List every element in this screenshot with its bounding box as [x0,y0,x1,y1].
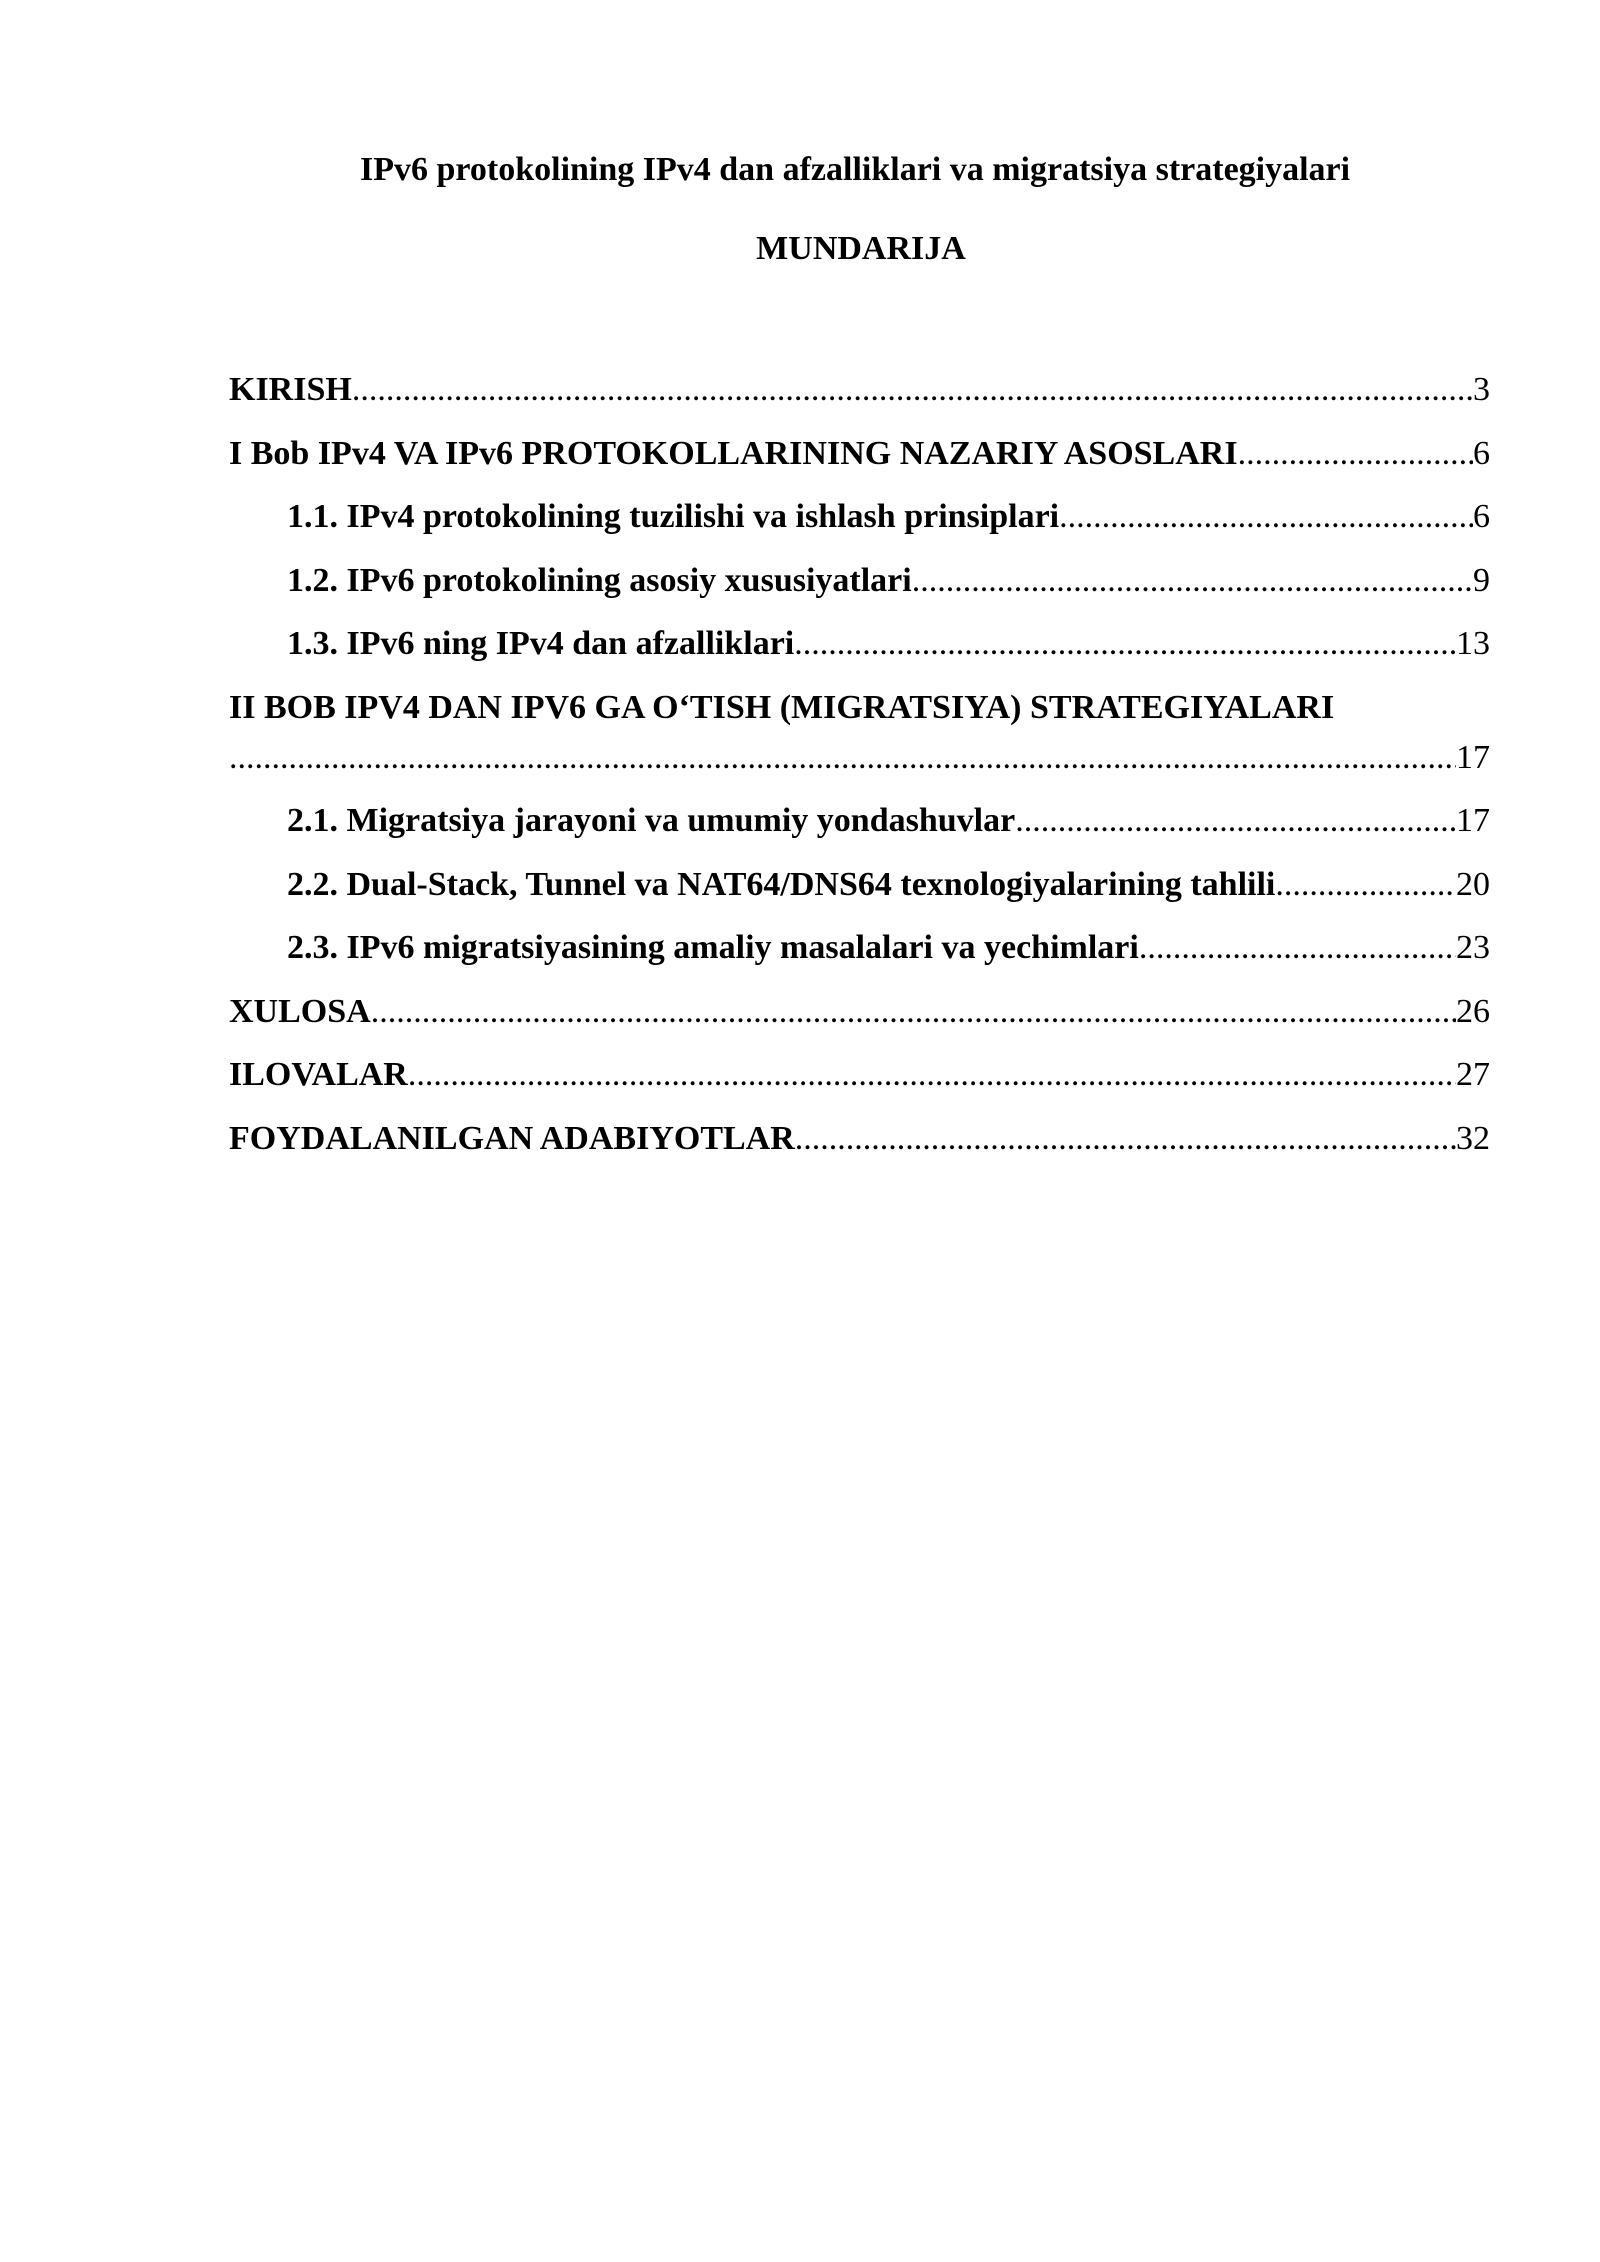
toc-entry-page: 27 [1456,1056,1490,1093]
toc-heading: MUNDARIJA [756,230,966,267]
toc-entry-label: 1.1. IPv4 protokolining tuzilishi va ishlash prinsiplari [287,498,1060,535]
toc-entry-page: 32 [1456,1119,1490,1157]
toc-entry-section-2-1[interactable] [229,801,1490,865]
table-of-contents [229,370,1490,1182]
toc-entry-page: 23 [1456,929,1490,966]
toc-dot-leader [912,561,1473,602]
toc-entry-page: 26 [1456,992,1490,1030]
toc-dot-leader [794,624,1456,665]
toc-dot-leader [795,1119,1456,1160]
document-title: IPv6 protokolining IPv4 dan afzalliklari va migratsiya strategiyalari [360,151,1351,188]
toc-entry-label: KIRISH [229,371,352,408]
toc-entry-page: 13 [1456,625,1490,662]
toc-entry-chapter-2[interactable] [229,688,1490,802]
toc-entry-introduction[interactable] [229,370,1490,434]
toc-entry-section-2-3[interactable] [229,928,1490,992]
toc-entry-page: 9 [1473,561,1490,599]
toc-entry-page: 6 [1473,498,1490,535]
toc-dot-leader [1238,434,1473,475]
toc-entry-label: 2.1. Migratsiya jarayoni va umumiy yondashuvlar [287,802,1016,839]
toc-entry-page: 20 [1456,865,1490,903]
toc-entry-appendices[interactable] [229,1055,1490,1119]
toc-entry-wrap-line [229,738,1490,802]
toc-entry-label: 1.2. IPv6 protokolining asosiy xususiyatlari [287,561,912,599]
toc-dot-leader [408,1055,1456,1096]
toc-entry-chapter-1[interactable] [229,434,1490,498]
toc-entry-section-1-1[interactable] [229,497,1490,561]
toc-entry-page: 3 [1473,371,1490,408]
toc-dot-leader [1275,865,1456,906]
toc-entry-page: 6 [1473,434,1490,472]
toc-entry-section-2-2[interactable] [229,865,1490,929]
toc-entry-label: II BOB IPV4 DAN IPV6 GA O‘TISH (MIGRATSIYA) STRATEGIYALARI [229,688,1335,726]
toc-dot-leader [1059,497,1473,538]
toc-entry-page: 17 [1456,802,1490,839]
toc-dot-leader [229,738,1456,779]
toc-dot-leader [1139,928,1456,969]
toc-entry-conclusion[interactable] [229,992,1490,1056]
toc-entry-label: I Bob IPv4 VA IPv6 PROTOKOLLARINING NAZARIY ASOSLARI [229,434,1238,472]
toc-dot-leader [371,992,1456,1033]
toc-entry-label: 2.2. Dual-Stack, Tunnel va NAT64/DNS64 texnologiyalarining tahlili [287,865,1276,903]
toc-entry-section-1-2[interactable] [229,561,1490,625]
toc-entry-section-1-3[interactable] [229,624,1490,688]
toc-entry-page: 17 [1456,738,1490,776]
toc-entry-label: 2.3. IPv6 migratsiyasining amaliy masalalari va yechimlari [287,929,1139,966]
toc-entry-label: XULOSA [229,992,371,1030]
toc-entry-label: 1.3. IPv6 ning IPv4 dan afzalliklari [287,625,795,662]
toc-dot-leader [1015,801,1456,842]
toc-entry-label: ILOVALAR [229,1056,408,1093]
toc-entry-references[interactable] [229,1119,1490,1183]
toc-dot-leader [352,370,1473,411]
toc-entry-label: FOYDALANILGAN ADABIYOTLAR [229,1119,795,1157]
